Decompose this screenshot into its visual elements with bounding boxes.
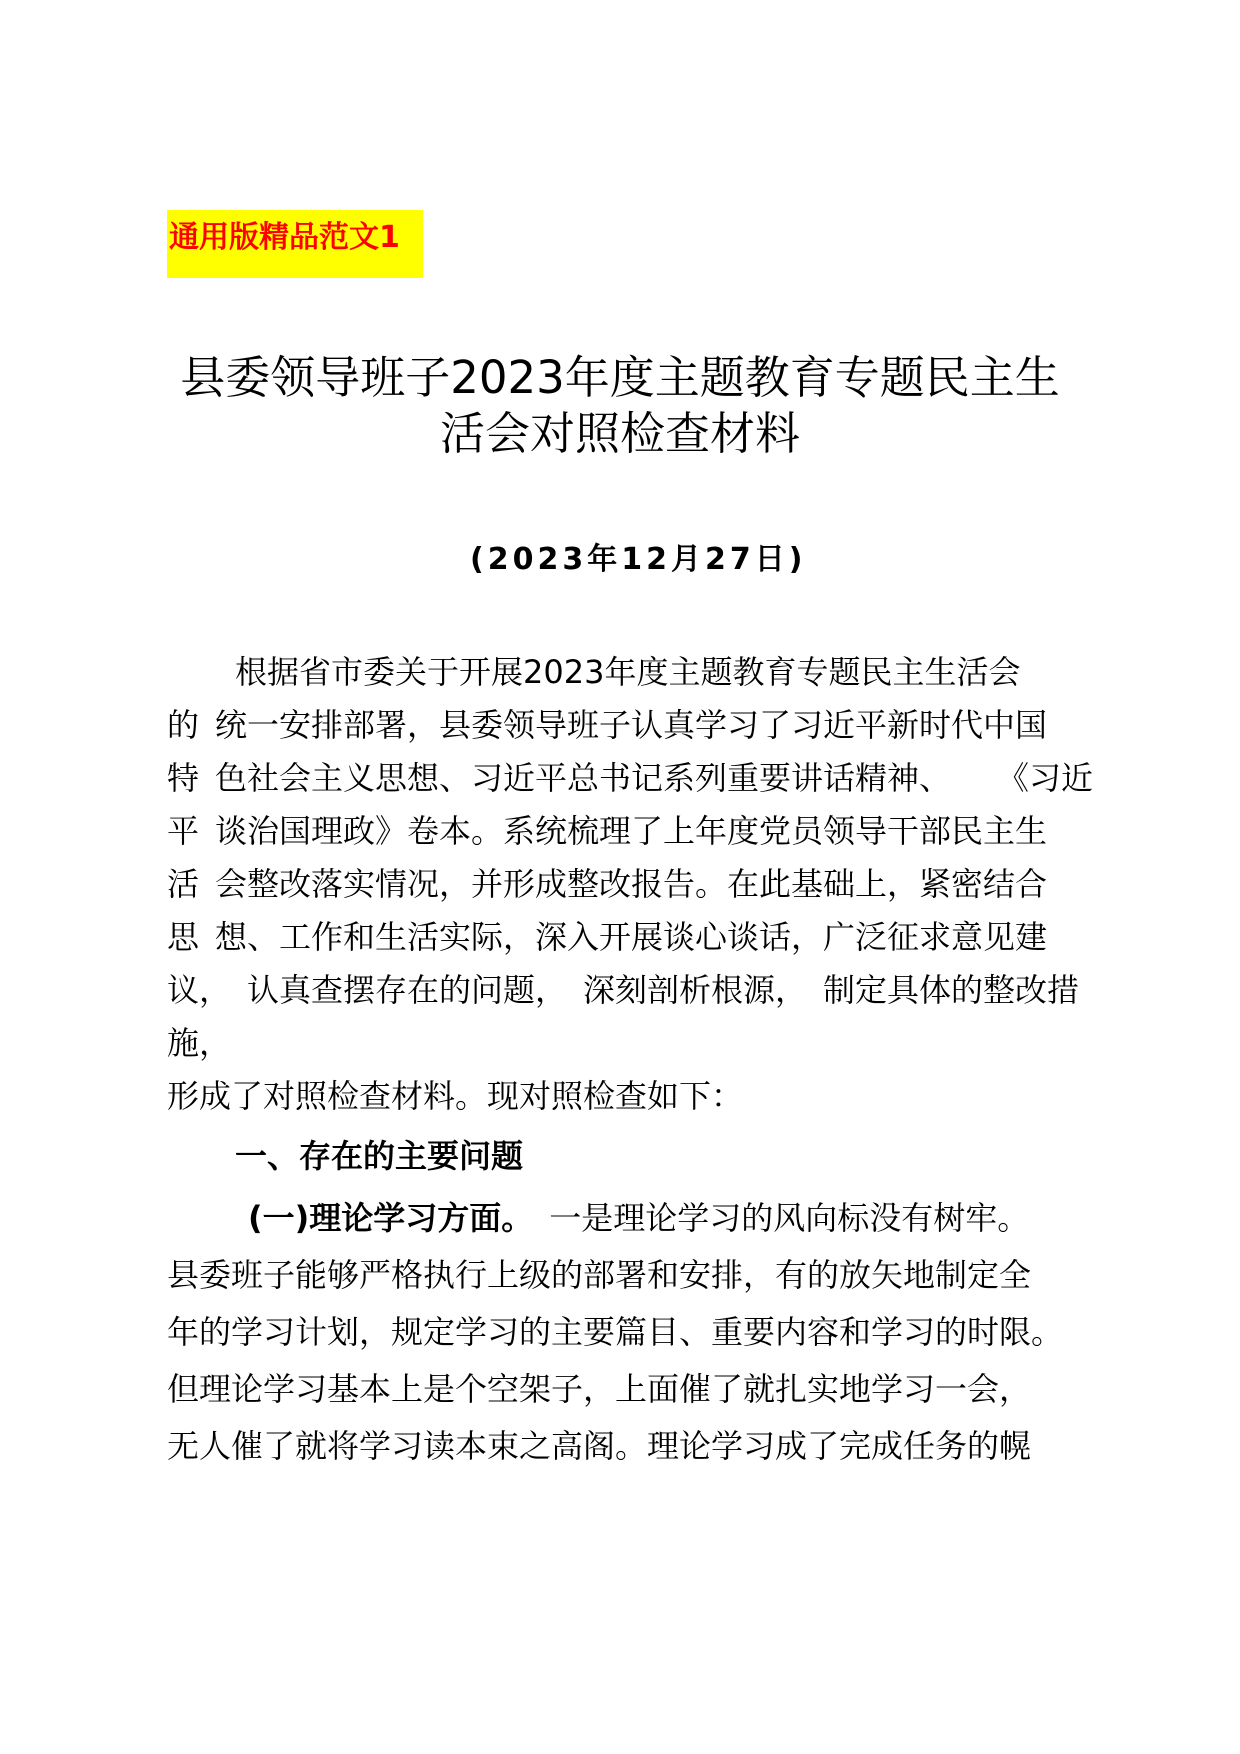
intro-line-3-rest: 色社会主义思想、习近平总书记系列重要讲话精神、 [215, 759, 952, 797]
intro-line-1: 根据省市委关于开展2023年度主题教育专题民主生活会 [235, 653, 1021, 691]
intro-line-9: 形成了对照检查材料。现对照检查如下： [167, 1077, 744, 1115]
intro-line-7-part-3: 深刻剖析根源， [583, 971, 808, 1009]
body-line-4: 无人催了就将学习读本束之高阁。理论学习成了完成任务的幌 [167, 1427, 1032, 1465]
intro-line-2-rest: 统一安排部署，县委领导班子认真学习了习近平新时代中国 [215, 706, 1048, 744]
document-date: (2023年12月27日) [470, 542, 807, 577]
template-badge: 通用版精品范文1 [167, 210, 423, 278]
intro-line-8: 施， [167, 1024, 232, 1062]
body-line-1: 县委班子能够严格执行上级的部署和安排，有的放矢地制定全 [167, 1256, 1032, 1294]
intro-line-4 [167, 811, 1047, 851]
intro-line-3-start: 特 [167, 759, 200, 797]
intro-line-7-part-2: 认真查摆存在的问题， [247, 971, 568, 1009]
intro-line-3 [167, 758, 1093, 798]
intro-line-7 [167, 970, 1079, 1010]
intro-line-6-rest: 想、工作和生活实际，深入开展谈心谈话，广泛征求意见建 [215, 918, 1048, 956]
intro-line-6 [167, 917, 1047, 957]
intro-line-5-start: 活 [167, 865, 200, 903]
intro-line-2-start: 的 [167, 706, 200, 744]
intro-line-5 [167, 864, 1047, 904]
intro-line-7-start: 议， [167, 971, 232, 1009]
intro-line-5-rest: 会整改落实情况，并形成整改报告。在此基础上，紧密结合 [215, 865, 1048, 903]
subsection-theory-study [248, 1198, 1029, 1238]
intro-line-3-end: 《习近 [997, 759, 1094, 797]
document-title-line-1: 县委领导班子2023年度主题教育专题民主生 [180, 351, 1060, 404]
subsection-label: (一)理论学习方面。 [248, 1199, 534, 1237]
intro-line-4-start: 平 [167, 812, 200, 850]
section-heading-main-problems: 一、存在的主要问题 [235, 1137, 524, 1175]
intro-line-2 [167, 705, 1047, 745]
subsection-text: 一是理论学习的风向标没有树牢。 [549, 1199, 1030, 1237]
intro-line-4-rest: 谈治国理政》卷本。系统梳理了上年度党员领导干部民主生 [215, 812, 1048, 850]
intro-line-6-start: 思 [167, 918, 200, 956]
body-line-3: 但理论学习基本上是个空架子，上面催了就扎实地学习一会， [167, 1370, 1032, 1408]
body-line-2: 年的学习计划，规定学习的主要篇目、重要内容和学习的时限。 [167, 1313, 1064, 1351]
document-title-line-2: 活会对照检查材料 [439, 407, 800, 460]
intro-line-7-part-4: 制定具体的整改措 [823, 971, 1080, 1009]
